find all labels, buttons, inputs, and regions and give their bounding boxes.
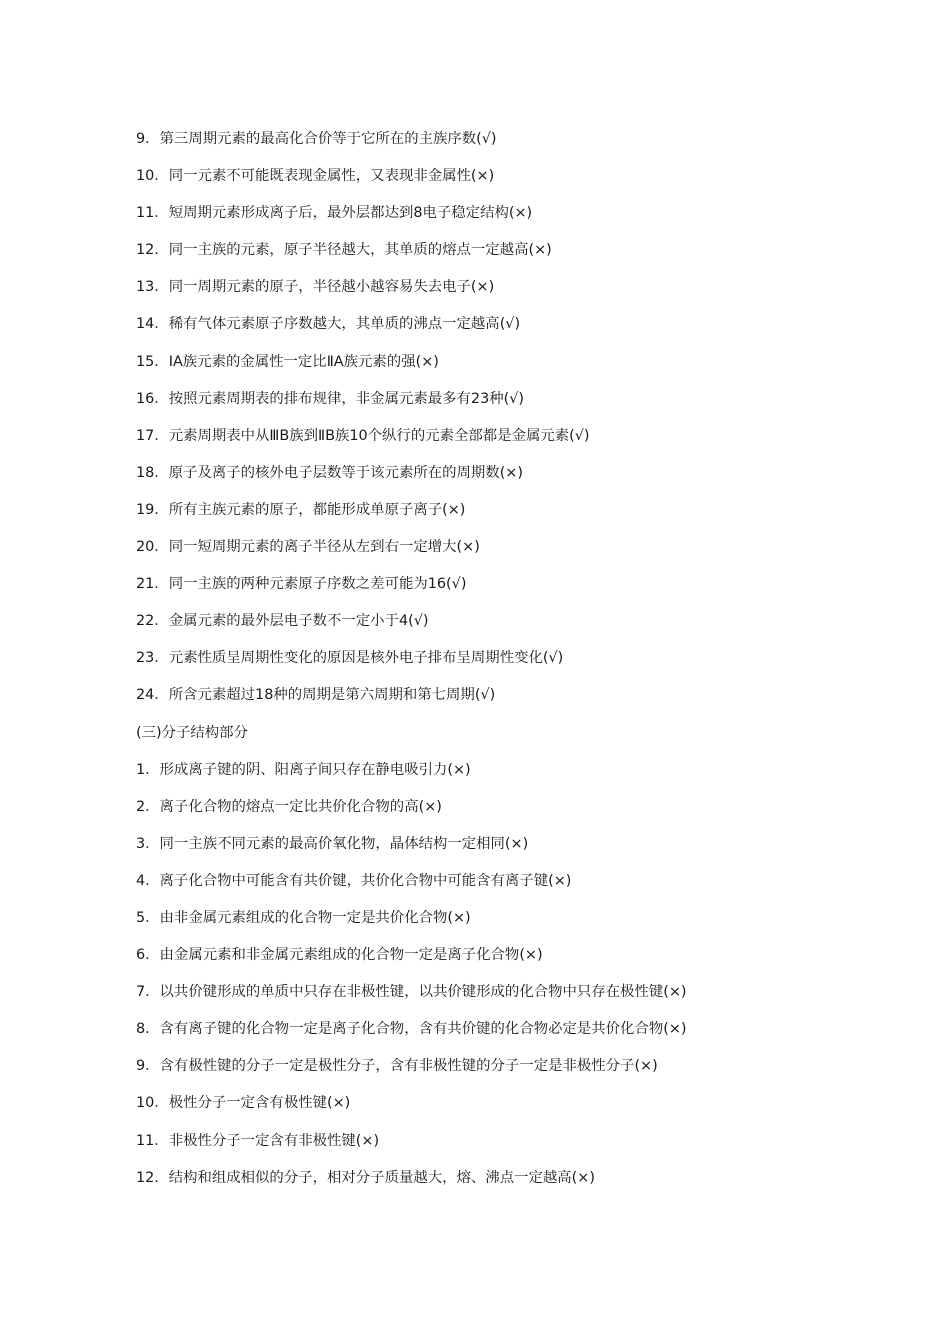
statement-line: 24．所含元素超过18种的周期是第六周期和第七周期(√) (136, 687, 496, 704)
statement-line: 11．短周期元素形成离子后，最外层都达到8电子稳定结构(×) (136, 205, 533, 222)
statement-line: 5．由非金属元素组成的化合物一定是共价化合物(×) (136, 909, 471, 926)
statement-line: 22．金属元素的最外层电子数不一定小于4(√) (136, 613, 429, 630)
statement-line: 18．原子及离子的核外电子层数等于该元素所在的周期数(×) (136, 464, 523, 481)
section-heading: (三)分子结构部分 (136, 724, 248, 741)
statement-line: 15．ⅠA族元素的金属性一定比ⅡA族元素的强(×) (136, 353, 439, 370)
statement-line: 10．极性分子一定含有极性键(×) (136, 1095, 351, 1112)
statement-line: 16．按照元素周期表的排布规律，非金属元素最多有23种(√) (136, 390, 525, 407)
statement-line: 8．含有离子键的化合物一定是离子化合物，含有共价键的化合物必定是共价化合物(×) (136, 1021, 687, 1038)
statement-line: 10．同一元素不可能既表现金属性，又表现非金属性(×) (136, 168, 495, 185)
statement-line: 9．第三周期元素的最高化合价等于它所在的主族序数(√) (136, 131, 497, 147)
statement-line: 3．同一主族不同元素的最高价氧化物，晶体结构一定相同(×) (136, 835, 529, 852)
statement-line: 6．由金属元素和非金属元素组成的化合物一定是离子化合物(×) (136, 947, 543, 964)
document-body (136, 121, 836, 1197)
statement-line: 14．稀有气体元素原子序数越大，其单质的沸点一定越高(√) (136, 316, 521, 333)
statement-line: 11．非极性分子一定含有非极性键(×) (136, 1132, 380, 1149)
statement-line: 7．以共价键形成的单质中只存在非极性键，以共价键形成的化合物中只存在极性键(×) (136, 984, 687, 1001)
statement-line: 23．元素性质呈周期性变化的原因是核外电子排布呈周期性变化(√) (136, 650, 564, 667)
statement-line: 20．同一短周期元素的离子半径从左到右一定增大(×) (136, 539, 480, 556)
statement-line: 4．离子化合物中可能含有共价键，共价化合物中可能含有离子键(×) (136, 872, 572, 889)
statement-line: 12．同一主族的元素，原子半径越大，其单质的熔点一定越高(×) (136, 242, 552, 259)
statement-line: 17．元素周期表中从ⅢB族到ⅡB族10个纵行的元素全部都是金属元素(√) (136, 427, 590, 444)
statement-line: 13．同一周期元素的原子，半径越小越容易失去电子(×) (136, 279, 495, 296)
statement-line: 9．含有极性键的分子一定是极性分子，含有非极性键的分子一定是非极性分子(×) (136, 1058, 658, 1075)
statement-line: 19．所有主族元素的原子，都能形成单原子离子(×) (136, 501, 466, 518)
statement-line: 1．形成离子键的阴、阳离子间只存在静电吸引力(×) (136, 761, 471, 778)
statement-line: 12．结构和组成相似的分子，相对分子质量越大，熔、沸点一定越高(×) (136, 1169, 595, 1186)
statement-line: 21．同一主族的两种元素原子序数之差可能为16(√) (136, 576, 467, 593)
statement-line: 2．离子化合物的熔点一定比共价化合物的高(×) (136, 798, 442, 815)
